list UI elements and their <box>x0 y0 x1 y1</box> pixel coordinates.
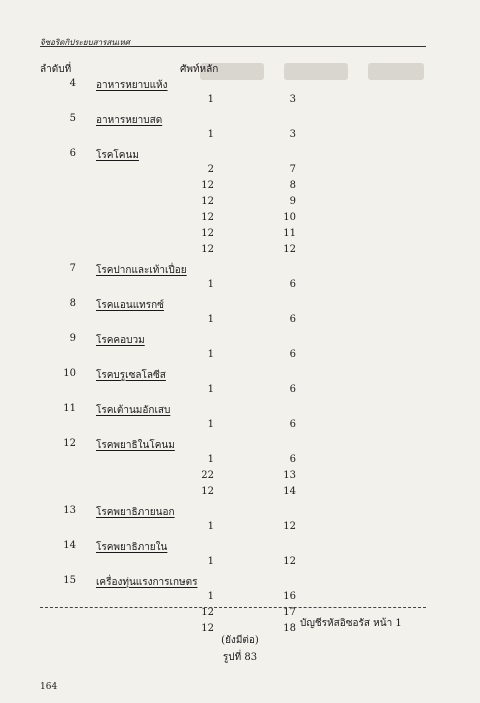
value-row <box>40 454 340 470</box>
value-row <box>40 180 340 196</box>
code-value-1: 1 <box>207 556 214 567</box>
category-name: โรคเต้านมอักเสบ <box>96 405 171 416</box>
category-name: โรคพยาธิภายใน <box>96 542 168 553</box>
category-row <box>40 113 340 129</box>
page-number: 164 <box>40 682 58 692</box>
value-row <box>40 196 340 212</box>
category-number: 11 <box>63 403 76 414</box>
code-value-1: 12 <box>201 607 214 618</box>
background-tab-ghost <box>368 63 424 80</box>
category-number: 5 <box>69 113 76 124</box>
value-row <box>40 607 340 623</box>
category-name: โรคบรูเซลโลซีส <box>96 370 166 381</box>
category-number: 14 <box>63 540 76 551</box>
code-value-2: 7 <box>289 164 296 175</box>
value-row <box>40 521 340 537</box>
value-row <box>40 228 340 244</box>
value-row <box>40 279 340 295</box>
category-number: 15 <box>63 575 76 586</box>
code-value-2: 12 <box>283 521 296 532</box>
code-value-1: 1 <box>207 129 214 140</box>
category-row <box>40 148 340 164</box>
code-value-2: 3 <box>289 129 296 140</box>
code-value-2: 10 <box>283 212 296 223</box>
code-value-2: 12 <box>283 556 296 567</box>
category-number: 10 <box>63 368 76 379</box>
code-value-2: 6 <box>289 454 296 465</box>
category-number: 4 <box>69 78 76 89</box>
continued-note: (ยังมีต่อ) <box>221 635 259 646</box>
code-value-1: 12 <box>201 244 214 255</box>
category-number: 7 <box>69 263 76 274</box>
value-row <box>40 419 340 435</box>
code-value-1: 1 <box>207 349 214 360</box>
diagram-caption: บัญชีรหัสอิซอรัส หน้า 1 <box>300 618 402 629</box>
value-row <box>40 314 340 330</box>
code-value-1: 1 <box>207 279 214 290</box>
code-value-2: 6 <box>289 384 296 395</box>
column-header-order: ลำดับที่ <box>40 64 72 75</box>
header-rule <box>40 46 426 47</box>
category-name: อาหารหยาบสด <box>96 115 163 126</box>
category-row <box>40 263 340 279</box>
category-name: โรคพยาธิภายนอก <box>96 507 175 518</box>
value-row <box>40 470 340 486</box>
code-value-1: 1 <box>207 521 214 532</box>
code-value-1: 12 <box>201 623 214 634</box>
category-number: 8 <box>69 298 76 309</box>
code-value-2: 12 <box>283 244 296 255</box>
code-value-1: 1 <box>207 591 214 602</box>
category-name: โรคโคนม <box>96 150 139 161</box>
code-value-2: 3 <box>289 94 296 105</box>
code-value-2: 16 <box>283 591 296 602</box>
code-value-2: 6 <box>289 419 296 430</box>
category-number: 12 <box>63 438 76 449</box>
running-header: จิซอริดกิประยบสารสนเหศ <box>40 38 130 47</box>
code-value-1: 22 <box>201 470 214 481</box>
category-row <box>40 403 340 419</box>
category-name: โรคพยาธิในโคนม <box>96 440 175 451</box>
code-value-2: 8 <box>289 180 296 191</box>
column-header-key: ศัพท์หลัก <box>180 64 219 75</box>
code-value-2: 17 <box>283 607 296 618</box>
category-row <box>40 333 340 349</box>
category-number: 13 <box>63 505 76 516</box>
code-value-2: 6 <box>289 349 296 360</box>
code-value-2: 14 <box>283 486 296 497</box>
code-value-2: 11 <box>283 228 296 239</box>
code-value-2: 6 <box>289 279 296 290</box>
category-row <box>40 505 340 521</box>
code-value-1: 1 <box>207 454 214 465</box>
category-row <box>40 368 340 384</box>
value-row <box>40 556 340 572</box>
category-row <box>40 78 340 94</box>
figure-label: รูปที่ 83 <box>222 652 258 663</box>
category-row <box>40 540 340 556</box>
code-value-1: 12 <box>201 228 214 239</box>
code-value-1: 1 <box>207 384 214 395</box>
value-row <box>40 129 340 145</box>
code-value-2: 18 <box>283 623 296 634</box>
category-row <box>40 438 340 454</box>
category-row <box>40 298 340 314</box>
category-name: โรคแอนแทรกซ์ <box>96 300 164 311</box>
category-name: อาหารหยาบแห้ง <box>96 80 168 91</box>
code-value-1: 2 <box>207 164 214 175</box>
code-value-1: 1 <box>207 314 214 325</box>
category-name: เครื่องทุ่นแรงการเกษตร <box>96 577 198 588</box>
value-row <box>40 212 340 228</box>
value-row <box>40 349 340 365</box>
code-value-2: 6 <box>289 314 296 325</box>
code-value-1: 12 <box>201 212 214 223</box>
code-value-1: 12 <box>201 486 214 497</box>
code-value-1: 1 <box>207 419 214 430</box>
code-value-1: 12 <box>201 196 214 207</box>
code-value-2: 13 <box>283 470 296 481</box>
value-row <box>40 591 340 607</box>
code-value-2: 9 <box>289 196 296 207</box>
category-name: โรคปากและเท้าเปื่อย <box>96 265 187 276</box>
value-row <box>40 164 340 180</box>
value-row <box>40 384 340 400</box>
category-name: โรคคอบวม <box>96 335 145 346</box>
bottom-dashed-rule <box>40 607 426 608</box>
thesaurus-list <box>40 78 340 639</box>
category-number: 6 <box>69 148 76 159</box>
code-value-1: 1 <box>207 94 214 105</box>
category-row <box>40 575 340 591</box>
value-row <box>40 486 340 502</box>
value-row <box>40 244 340 260</box>
category-number: 9 <box>69 333 76 344</box>
value-row <box>40 94 340 110</box>
code-value-1: 12 <box>201 180 214 191</box>
